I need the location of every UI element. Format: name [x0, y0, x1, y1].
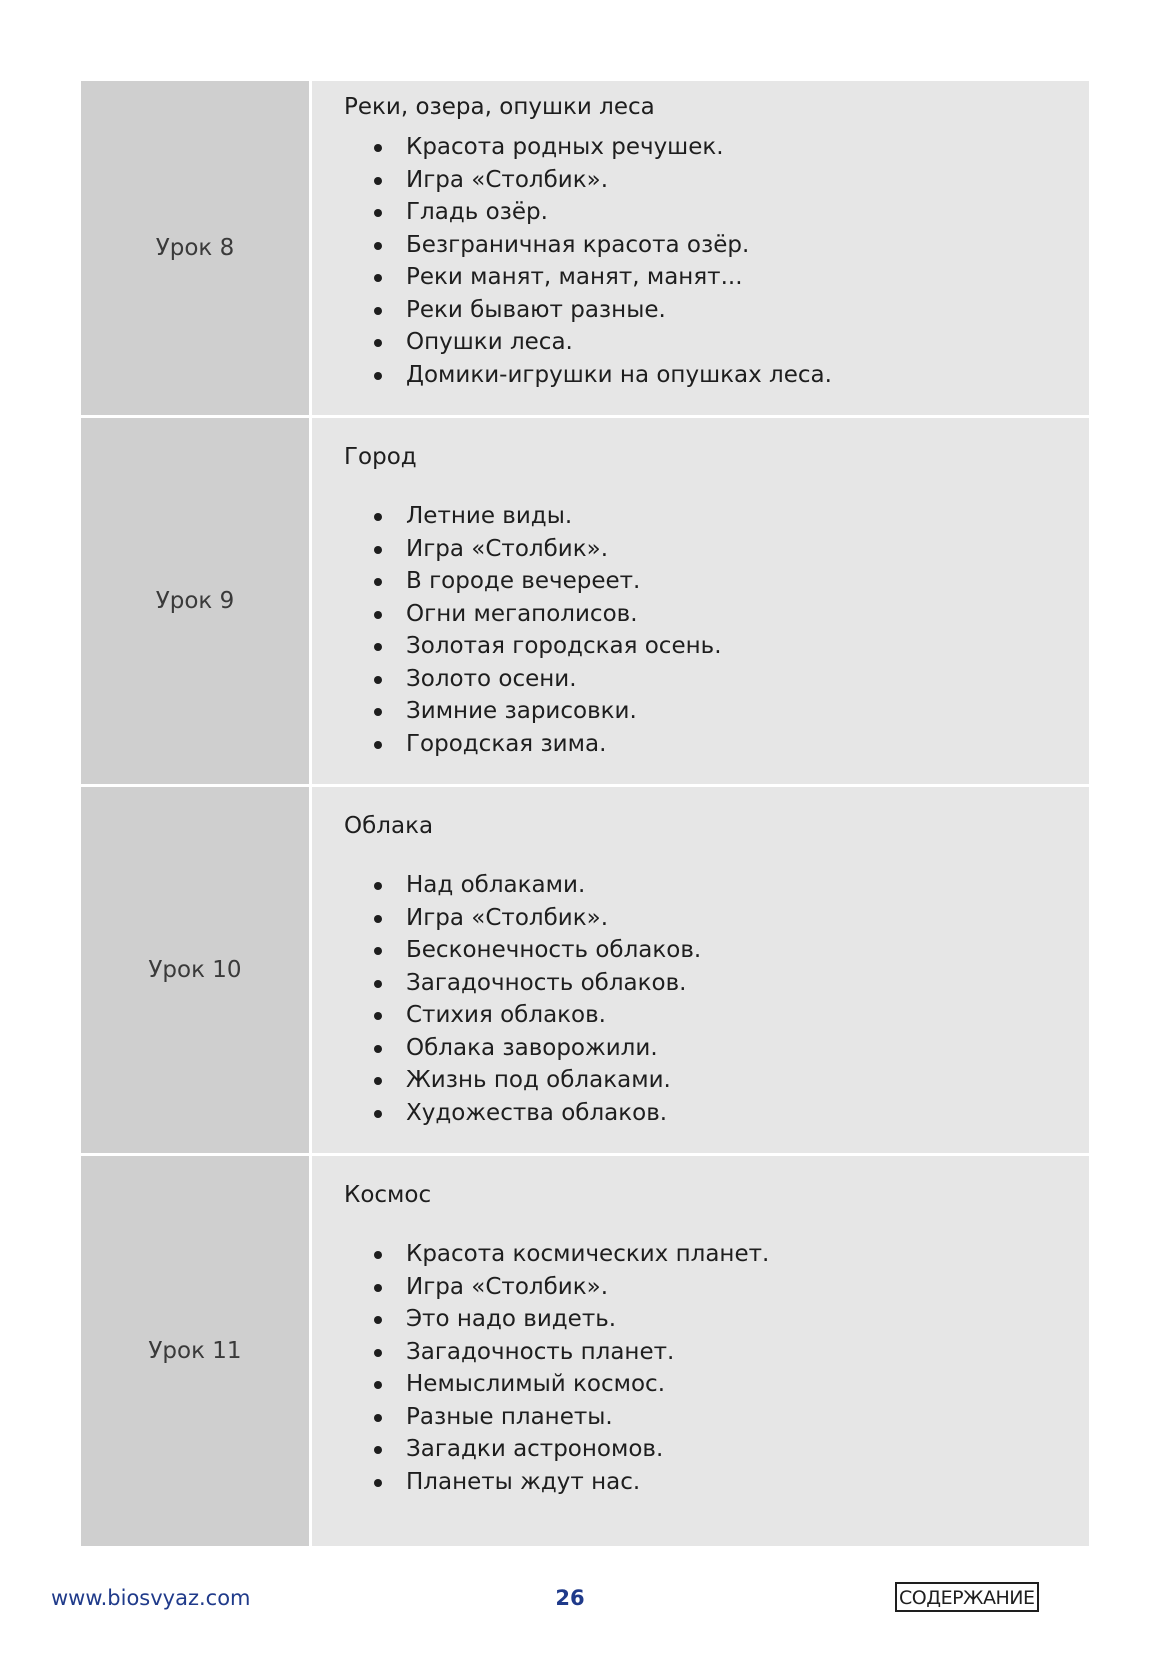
- list-item: Планеты ждут нас.: [344, 1466, 1089, 1499]
- list-item: Жизнь под облаками.: [344, 1064, 1089, 1097]
- list-item: Художества облаков.: [344, 1097, 1089, 1130]
- list-item: Загадочность облаков.: [344, 967, 1089, 1000]
- contents-button[interactable]: СОДЕРЖАНИЕ: [895, 1582, 1039, 1612]
- lesson-label: Урок 10: [81, 787, 312, 1153]
- lesson-label: Урок 9: [81, 418, 312, 784]
- lesson-topic: Город: [344, 444, 417, 470]
- list-item: В городе вечереет.: [344, 565, 1089, 598]
- list-item: Красота космических планет.: [344, 1238, 1089, 1271]
- page-footer: [0, 1580, 1165, 1620]
- list-item: Золотая городская осень.: [344, 630, 1089, 663]
- lesson-items: [344, 1238, 1089, 1498]
- list-item: Безграничная красота озёр.: [344, 229, 1089, 262]
- list-item: Огни мегаполисов.: [344, 598, 1089, 631]
- lesson-topic: Космос: [344, 1182, 432, 1208]
- list-item: Игра «Столбик».: [344, 1271, 1089, 1304]
- list-item: Игра «Столбик».: [344, 533, 1089, 566]
- lesson-items: [344, 500, 1089, 760]
- list-item: Летние виды.: [344, 500, 1089, 533]
- lesson-topic: Облака: [344, 813, 434, 839]
- list-item: Разные планеты.: [344, 1401, 1089, 1434]
- list-item: Домики-игрушки на опушках леса.: [344, 359, 1089, 392]
- list-item: Гладь озёр.: [344, 196, 1089, 229]
- lesson-content: [312, 418, 1089, 784]
- lesson-table: [81, 81, 1089, 1546]
- list-item: Загадочность планет.: [344, 1336, 1089, 1369]
- lesson-row-10: [81, 787, 1089, 1156]
- lesson-content: [312, 81, 1089, 415]
- website-link[interactable]: www.biosvyaz.com: [51, 1586, 251, 1610]
- lesson-label: Урок 8: [81, 81, 312, 415]
- list-item: Реки манят, манят, манят...: [344, 261, 1089, 294]
- list-item: Реки бывают разные.: [344, 294, 1089, 327]
- list-item: Золото осени.: [344, 663, 1089, 696]
- lesson-content: [312, 787, 1089, 1153]
- list-item: Загадки астрономов.: [344, 1433, 1089, 1466]
- list-item: Облака заворожили.: [344, 1032, 1089, 1065]
- list-item: Городская зима.: [344, 728, 1089, 761]
- list-item: Опушки леса.: [344, 326, 1089, 359]
- lesson-row-11: [81, 1156, 1089, 1546]
- list-item: Стихия облаков.: [344, 999, 1089, 1032]
- list-item: Игра «Столбик».: [344, 902, 1089, 935]
- list-item: Над облаками.: [344, 869, 1089, 902]
- lesson-label: Урок 11: [81, 1156, 312, 1546]
- list-item: Бесконечность облаков.: [344, 934, 1089, 967]
- lesson-items: [344, 131, 1089, 391]
- list-item: Красота родных речушек.: [344, 131, 1089, 164]
- lesson-items: [344, 869, 1089, 1129]
- lesson-row-9: [81, 418, 1089, 787]
- lesson-content: [312, 1156, 1089, 1546]
- page-number: 26: [555, 1586, 585, 1610]
- list-item: Игра «Столбик».: [344, 164, 1089, 197]
- list-item: Зимние зарисовки.: [344, 695, 1089, 728]
- list-item: Немыслимый космос.: [344, 1368, 1089, 1401]
- lesson-row-8: [81, 81, 1089, 418]
- list-item: Это надо видеть.: [344, 1303, 1089, 1336]
- lesson-topic: Реки, озера, опушки леса: [344, 94, 655, 120]
